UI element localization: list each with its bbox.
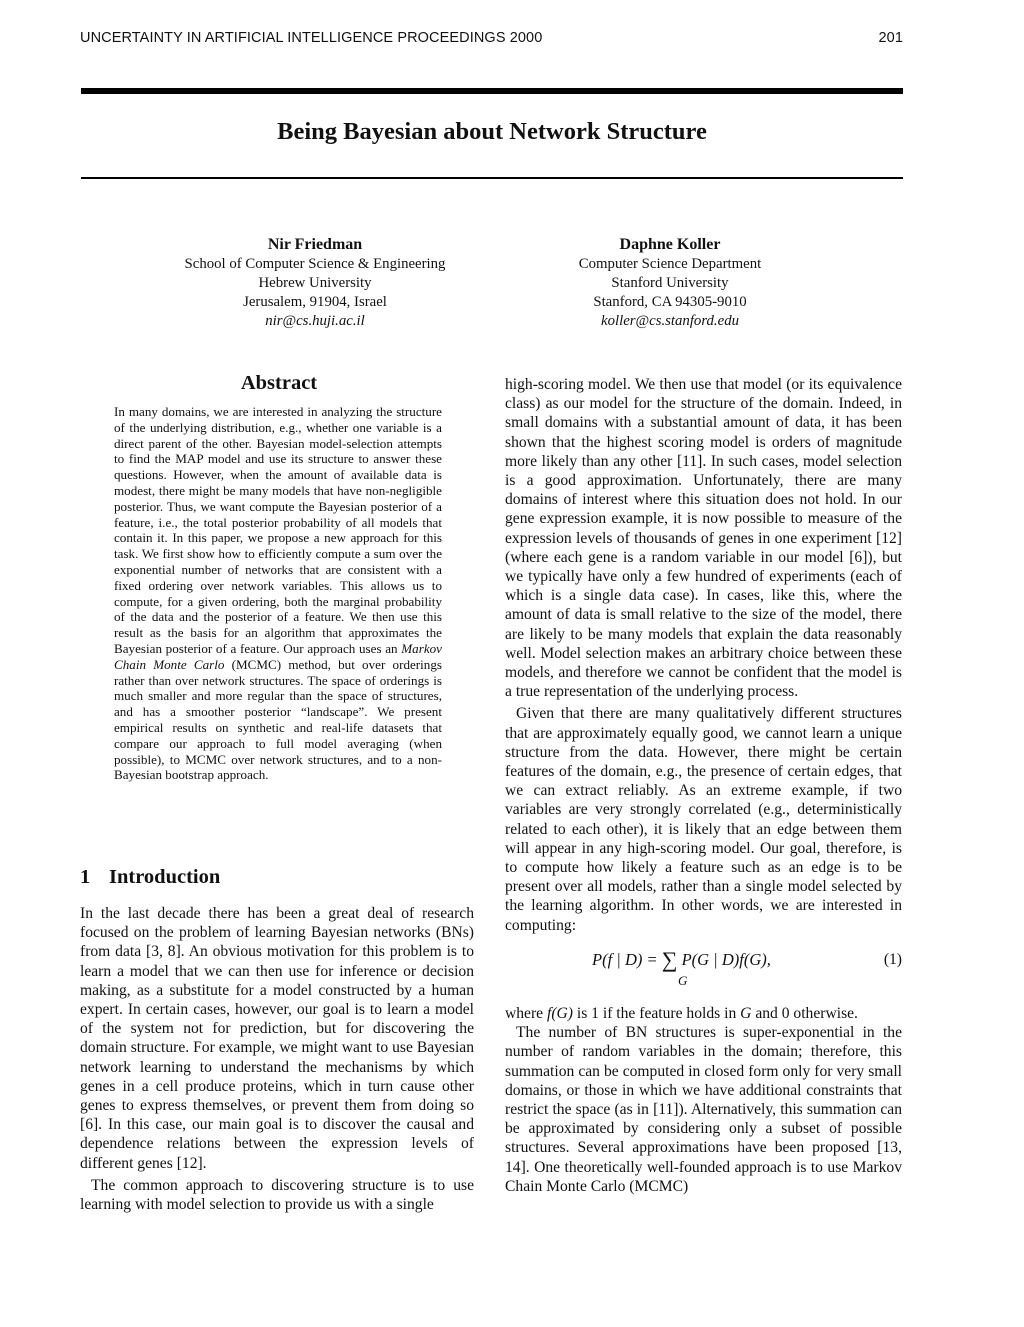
intro-column-right — [505, 375, 902, 1196]
body-paragraph: The common approach to discovering structure is to use learning with model selection to provide us with a single — [80, 1176, 474, 1214]
summation-subscript: G — [678, 972, 688, 988]
equation-rhs: P(G | D)f(G), — [677, 949, 771, 969]
author-affiliation: Computer Science Department — [578, 256, 762, 272]
inline-text: where — [505, 1004, 547, 1022]
inline-text: G — [740, 1004, 752, 1022]
body-paragraph: The number of BN structures is super-exponential in the number of random variables in the domain; therefore, this summation can be computed in closed form only for very small domains, or those in which we have additional constraints that restrict the space (as in [11]). Alternatively, this summation can be approximated by considering only a subset of possible structures. Several approximations have been proposed [13, 14]. One theoretically well-founded approach is to use Markov Chain Monte Carlo (MCMC) — [505, 1024, 902, 1195]
journal-name: UNCERTAINTY IN ARTIFICIAL INTELLIGENCE PROCEEDINGS 2000 — [80, 30, 543, 46]
author-email: nir@cs.huji.ac.il — [265, 313, 365, 329]
author-address: Jerusalem, 91904, Israel — [243, 294, 387, 310]
author-affiliation: School of Computer Science & Engineering — [184, 256, 446, 272]
author-address: Stanford, CA 94305-9010 — [593, 294, 747, 310]
running-header — [80, 30, 903, 54]
body-paragraph: In the last decade there has been a great deal of research focused on the problem of learning Bayesian networks (BNs) from data [3, 8]. An obvious motivation for this problem is to learn a model that we can then use for inference or decision making, as a substitute for a model constructed by a human expert. In certain cases, however, our goal is to learn a model of the system not for prediction, but for discovering the domain structure. For example, we might want to use Bayesian network learning to understand the mechanisms by which genes in a cell produce proteins, which in turn cause other genes to express themselves, or prevent them from doing so [6]. In this case, our main goal is to discover the causal and dependence relations between the expression levels of different genes [12]. — [80, 905, 474, 1172]
inline-text: is 1 if the feature holds in — [572, 1004, 741, 1022]
section-title: Introduction — [109, 866, 221, 888]
abstract-text — [114, 404, 442, 783]
intro-column-left — [80, 904, 474, 1214]
body-paragraph: Given that there are many qualitatively different structures that are approximately equally good, we cannot learn a unique structure from the data. However, there might be certain features of the domain, e.g., the presence of certain edges, that we can extract reliably. As an extreme example, if two variables are very strongly correlated (e.g., deterministically related to each other), it is likely that an edge between them will appear in any high-scoring model. Our goal, therefore, is to compute how likely a feature such as an edge is to be present over all models, rather than a single model selected by the learning algorithm. In other words, we are interested in computing: — [505, 705, 902, 934]
author-name: Nir Friedman — [267, 236, 363, 253]
author-institution: Hebrew University — [258, 275, 372, 291]
equation-number: (1) — [883, 950, 902, 968]
inline-text: f(G) — [547, 1004, 573, 1022]
author-block-1 — [170, 234, 460, 331]
abstract-text-part: (MCMC) method, but over orderings rather than over network structures. The space of orderings is much smaller and more regular than the space of structures, and has a smoother posterior “landscape”. We present empirical results on synthetic and real-life datasets that compare our approach to full model averaging (when possible), to MCMC over network structures, and to a non-Bayesian bootstrap approach. — [114, 656, 442, 783]
section-number: 1 — [80, 866, 91, 888]
equation-lhs: P(f | D) = — [592, 949, 662, 969]
page-number: 201 — [878, 30, 903, 46]
inline-text: and 0 otherwise. — [751, 1004, 858, 1022]
author-institution: Stanford University — [611, 275, 729, 291]
abstract-text-part: In many domains, we are interested in analyzing the structure of the underlying distribution, e.g., whether one variable is a direct parent of the other. Bayesian model-selection attempts to find the MAP model and use its structure to answer these questions. However, when the amount of available data is modest, there might be many models that have non-negligible posterior. Thus, we want compute the Bayesian posterior of a feature, i.e., the total posterior probability of all models that contain it. In this paper, we propose a new approach for this task. We first show how to efficiently compute a sum over the exponential number of networks that are consistent with a fixed ordering over network variables. This allows us to compute, for a given ordering, both the marginal probability of the data and the posterior of a feature. We then use this result as the basis for an algorithm that approximates the Bayesian posterior of a feature. Our approach uses an — [114, 404, 442, 656]
author-email: koller@cs.stanford.edu — [601, 313, 739, 329]
abstract-emphasis: Markov Chain Monte Carlo — [114, 640, 442, 672]
section-heading — [80, 866, 474, 889]
body-paragraph — [505, 1004, 902, 1023]
paper-title: Being Bayesian about Network Structure — [277, 118, 707, 145]
abstract-heading: Abstract — [240, 372, 318, 394]
title-top-rule — [81, 88, 903, 94]
body-paragraph-continued: high-scoring model. We then use that model (or its equivalence class) as our model for the structure of the domain. Indeed, in small domains with a substantial amount of data, it has been shown that the highest scoring model is orders of magnitude more likely than any other [11]. In such cases, model selection is a good approximation. Unfortunately, there are many domains of interest where this situation does not hold. In our gene expression example, it is now possible to measure of the expression levels of thousands of genes in one experiment [12] (where each gene is a random variable in our model [6]), but we typically have only a few hundred of experiments (each of which is a single data case). In cases, like this, where the amount of data is small relative to the size of the model, there are likely to be many models that explain the data reasonably well. Model selection makes an arbitrary choice between these models, and therefore we cannot be confident that the model is a true representation of the underlying process. — [505, 376, 902, 701]
equation-body — [592, 946, 771, 972]
author-name: Daphne Koller — [619, 236, 721, 253]
summation-symbol: ∑ — [661, 946, 678, 972]
equation-1 — [505, 941, 902, 999]
title-bottom-rule — [81, 177, 903, 179]
author-block-2 — [540, 234, 800, 331]
